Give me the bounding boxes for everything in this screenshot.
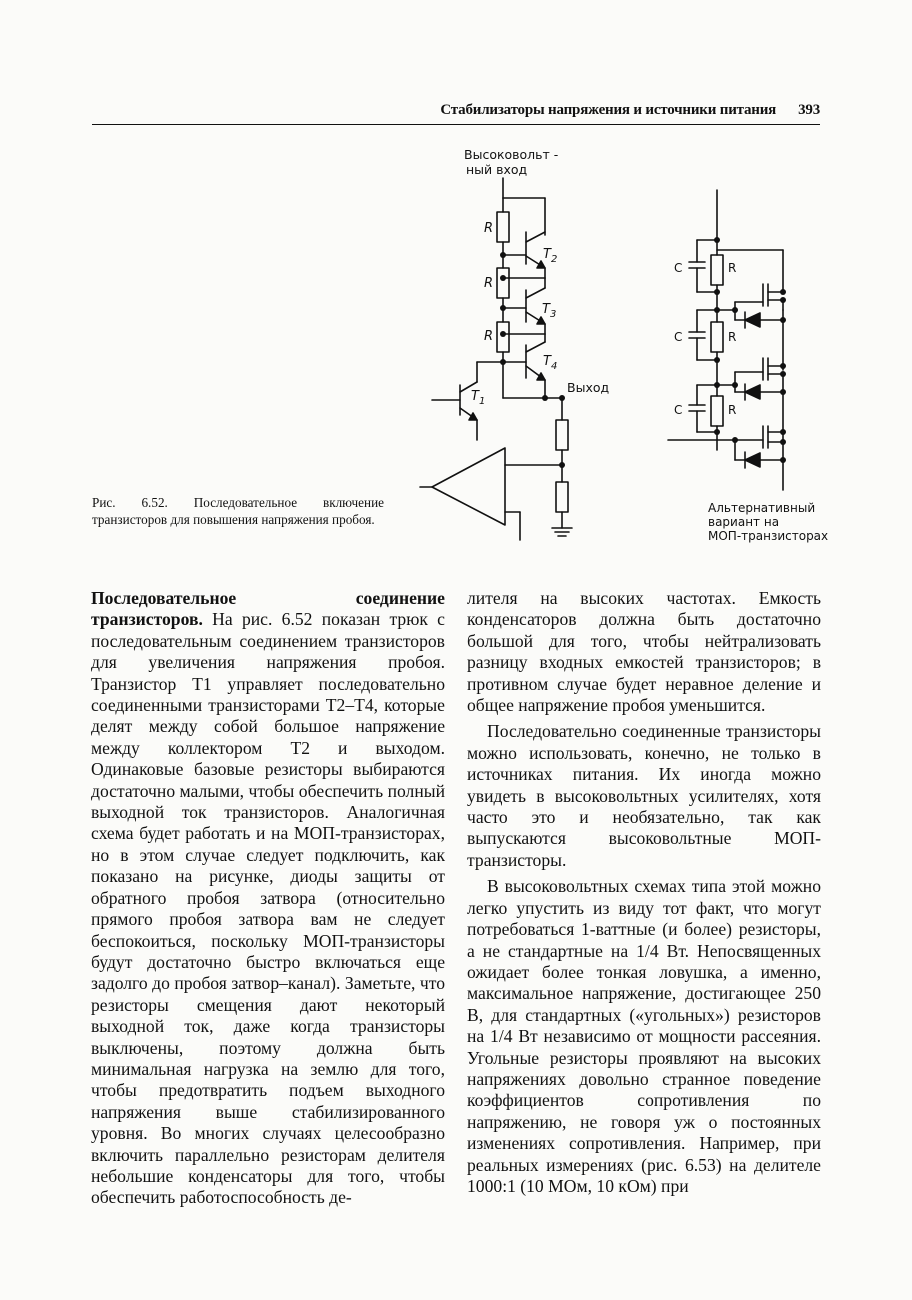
t3-label xyxy=(542,302,556,320)
t1-letter: T xyxy=(471,389,479,404)
column-right xyxy=(467,588,821,1197)
page-number: 393 xyxy=(798,102,820,118)
paragraph xyxy=(91,588,445,1209)
r-label-1: R xyxy=(484,221,494,236)
figure-caption: Рис. 6.52. Последовательное включение транзисторов для повышения напряжения пробоя. xyxy=(92,495,384,527)
mos-r-label-2: R xyxy=(728,330,737,344)
alt-label-line-1: Альтернативный xyxy=(708,501,816,515)
column-left xyxy=(91,588,445,1209)
input-label-line-1: Высоковольт - xyxy=(464,147,559,162)
base-resistor-r2 xyxy=(497,268,509,298)
section-lead: Последовательное соединение транзисторов. xyxy=(91,588,445,630)
running-header xyxy=(92,102,820,125)
t2-label xyxy=(543,247,557,265)
running-title: Стабилизаторы напряжения и источники питания xyxy=(440,102,777,118)
output-label: Выход xyxy=(567,380,610,395)
t3-subscript: 3 xyxy=(549,309,557,320)
paragraph: В высоковольтных схемах типа этой можно легко упустить из виду тот факт, что могут потребоваться 1-ваттные (и более) резисторы, а не стандартные на 1/4 Вт. Непосвященных ожидает более тонкая ловушка, а именно, максимальное напряжение, достигающее 250 В, для стандартных («угольных») резисторов на 1/4 Вт независимо от мощности рассеяния. Угольные резисторы проявляют на высоких напряжениях довольно странное поведение коэффициентов сопротивления по напряжению, не говоря уж о постоянных изменениях сопротивления. Например, при реальных измерениях (рис. 6.53) на делителе 1000:1 (10 МОм, 10 кОм) при xyxy=(467,876,821,1196)
paragraph: Последовательно соединенные транзисторы можно использовать, конечно, не только в источниках питания. Их иногда можно увидеть в высоковольтных усилителях, хотя часто это и необязательно, так как выпускаются высоковольтные МОП-транзисторы. xyxy=(467,721,821,870)
c-label-2: C xyxy=(674,330,683,344)
r-label-3: R xyxy=(484,329,494,344)
input-label-line-2: ный вход xyxy=(466,162,528,177)
t1-label xyxy=(471,389,485,407)
t4-subscript: 4 xyxy=(550,361,558,372)
mos-r-label-1: R xyxy=(728,261,737,275)
alt-label-line-2: вариант на xyxy=(708,515,780,529)
ground-symbol xyxy=(552,528,572,536)
t4-letter: T xyxy=(543,354,551,369)
divider-resistor-top xyxy=(556,420,568,450)
figure-6-52-schematic xyxy=(0,140,912,550)
r-label-2: R xyxy=(484,276,494,291)
t2-subscript: 2 xyxy=(550,254,558,265)
base-resistor-r1 xyxy=(497,212,509,242)
paragraph-text: На рис. 6.52 показан трюк с последовательным соединением транзисторов для увеличения напряжения пробоя. Транзистор T1 управляет последовательно соединенными транзисторами T2–T4, которые делят между собой большое напряжение между коллектором T2 и выходом. Одинаковые базовые резисторы выбираются достаточно малыми, чтобы обеспечить полный выходной ток транзисторов. Аналогичная схема будет работать и на МОП-транзисторах, но в этом случае следует подключить, как показано на рисунке, диоды защиты от обратного пробоя затвора (относительно прямого пробоя затвора вам не следует беспокоиться, поскольку МОП-транзисторы будут достаточно быстро включаться еще задолго до пробоя затвор–канал). Заметьте, что резисторы смещения дают некоторый выходной ток, даже когда транзисторы выключены, поэтому должна быть минимальная нагрузка на землю для того, чтобы предотвратить подъем выходного напряжения выше стабилизированного уровня. Во многих случаях целесообразно включить параллельно резисторам делителя небольшие конденсаторы для того, чтобы обеспечить работоспособность де- xyxy=(91,609,445,1208)
t4-label xyxy=(543,354,557,372)
error-amplifier xyxy=(432,448,505,525)
junction-dots xyxy=(500,237,786,468)
t3-letter: T xyxy=(542,302,550,317)
c-label-1: C xyxy=(674,261,683,275)
mos-r-label-3: R xyxy=(728,403,737,417)
t1-subscript: 1 xyxy=(478,396,486,407)
t2-letter: T xyxy=(543,247,551,262)
paragraph: лителя на высоких частотах. Емкость конденсаторов должна быть достаточно большой для того, чтобы нейтрализовать разницу входных емкостей транзисторов; в противном случае будет неравное деление и общее напряжение пробоя уменьшится. xyxy=(467,588,821,716)
alt-label-line-3: МОП-транзисторах xyxy=(708,529,829,543)
divider-resistor-bottom xyxy=(556,482,568,512)
c-label-3: C xyxy=(674,403,683,417)
